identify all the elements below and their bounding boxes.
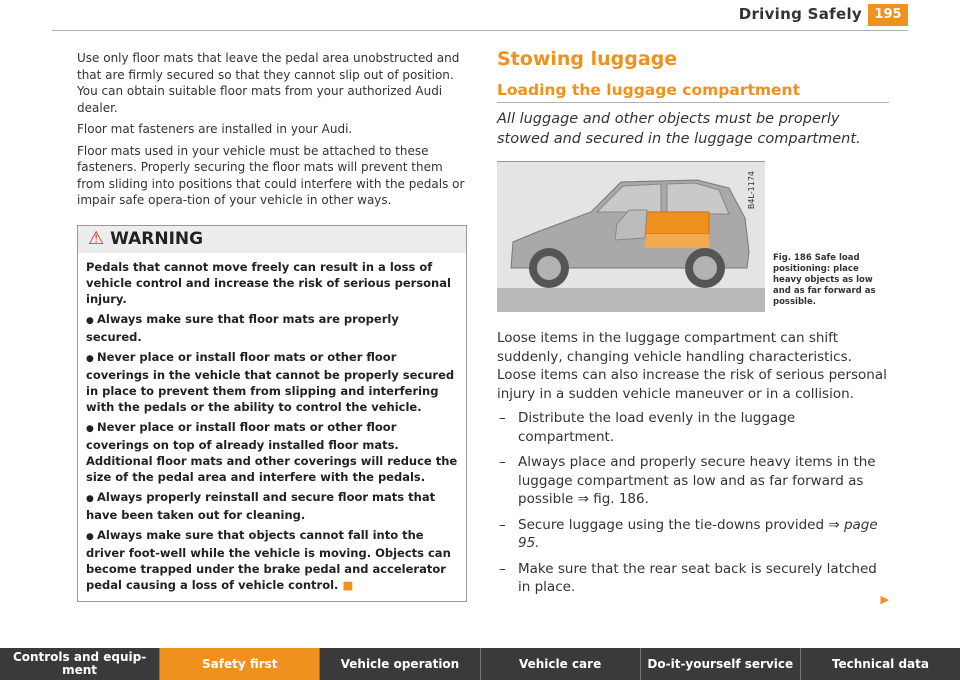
body-text: Loose items in the luggage compartment can shift suddenly, changing vehicle handling characteristics. Loose items can also increase the risk of serious personal injury in a sudden vehicle maneuver or in a collision. — [497, 330, 887, 402]
warning-bullet-text: Always make sure that objects cannot fall into the driver foot-well while the vehicle is moving. Objects can become trapped under the brake pedal and accelerator pedal causing a loss of vehicle control. — [86, 528, 451, 592]
right-column — [497, 48, 889, 604]
nav-tab-vehicle-operation[interactable]: Vehicle operation — [320, 648, 480, 680]
warning-triangle-icon: ⚠ — [88, 227, 105, 249]
figure-caption: Fig. 186 Safe load positioning: place heavy objects as low and as far forward as possible. — [773, 253, 876, 307]
arrow-icon: ⇒ — [577, 491, 589, 507]
car-luggage-illustration — [497, 162, 765, 312]
bottom-nav — [0, 648, 960, 680]
list-item-text: Make sure that the rear seat back is securely latched in place. — [518, 560, 877, 595]
figure-code: B4L-1174 — [747, 171, 756, 210]
section-title: Stowing luggage — [497, 48, 678, 70]
paragraph: Floor mat fasteners are installed in your Audi. — [77, 122, 353, 136]
step-list — [497, 409, 889, 597]
end-square-icon: ■ — [342, 578, 354, 592]
page-reference: page 95. — [518, 516, 878, 551]
paragraph: Use only floor mats that leave the pedal area unobstructed and that are firmly secured so that they cannot slip out of position. You can obtain suitable floor mats from your authorized Audi dealer. — [77, 51, 460, 115]
subsection-title: Loading the luggage compartment — [497, 81, 889, 103]
nav-tab-diy-service[interactable]: Do-it-yourself service — [641, 648, 801, 680]
list-item-text: Secure luggage using the tie-downs provided — [518, 516, 825, 533]
list-item — [497, 516, 889, 553]
list-item — [497, 560, 889, 597]
warning-bullet: ● Never place or install floor mats or other floor coverings on top of already installed floor mats. Additional floor mats and other coverings will reduce the size of the pedal area and interfere with the pedals. — [86, 419, 458, 485]
arrow-icon: ⇒ — [828, 516, 840, 533]
chapter-title: Driving Safely — [738, 5, 862, 23]
list-item-text: Always place and properly secure heavy items in the luggage compartment as low and as far forward as possible — [518, 454, 876, 507]
nav-tab-vehicle-care[interactable]: Vehicle care — [481, 648, 641, 680]
nav-tab-controls[interactable]: Controls and equip-ment — [0, 648, 160, 680]
warning-lead: Pedals that cannot move freely can result in a loss of vehicle control and increase the risk of serious personal injury. — [86, 260, 451, 306]
warning-header — [78, 226, 466, 254]
left-column — [77, 50, 467, 602]
list-item — [497, 453, 889, 509]
figure-illustration — [497, 161, 765, 312]
continue-arrow-icon: ▶ — [880, 592, 889, 606]
page-header — [0, 0, 960, 36]
nav-tab-safety-first[interactable]: Safety first — [160, 648, 320, 680]
warning-bullet: ● Always make sure that floor mats are properly secured. — [86, 311, 458, 345]
warning-bullet: ● Never place or install floor mats or other floor coverings in the vehicle that cannot be properly secured in place to prevent them from slipping and interfering with the pedals or the ability to control the vehicle. — [86, 349, 458, 415]
warning-body — [78, 253, 466, 601]
paragraph: Floor mats used in your vehicle must be attached to these fasteners. Properly securing the floor mats will prevent them from sliding into positions that could interfere with the pedals or impair safe opera-tion of your vehicle in other ways. — [77, 143, 465, 207]
warning-bullet: ● Always properly reinstall and secure floor mats that have been taken out for cleaning. — [86, 489, 458, 523]
figure-reference: fig. 186. — [593, 491, 649, 507]
warning-title: WARNING — [110, 228, 204, 249]
page-number: 195 — [868, 4, 908, 26]
intro-text: All luggage and other objects must be properly stowed and secured in the luggage compartment. — [497, 111, 861, 147]
warning-bullet-last — [86, 527, 458, 593]
figure — [497, 161, 889, 321]
list-item — [497, 409, 889, 446]
list-item-text: Distribute the load evenly in the luggage compartment. — [518, 410, 796, 445]
header-rule — [52, 30, 908, 31]
warning-box — [77, 225, 467, 603]
nav-tab-technical-data[interactable]: Technical data — [831, 656, 929, 671]
